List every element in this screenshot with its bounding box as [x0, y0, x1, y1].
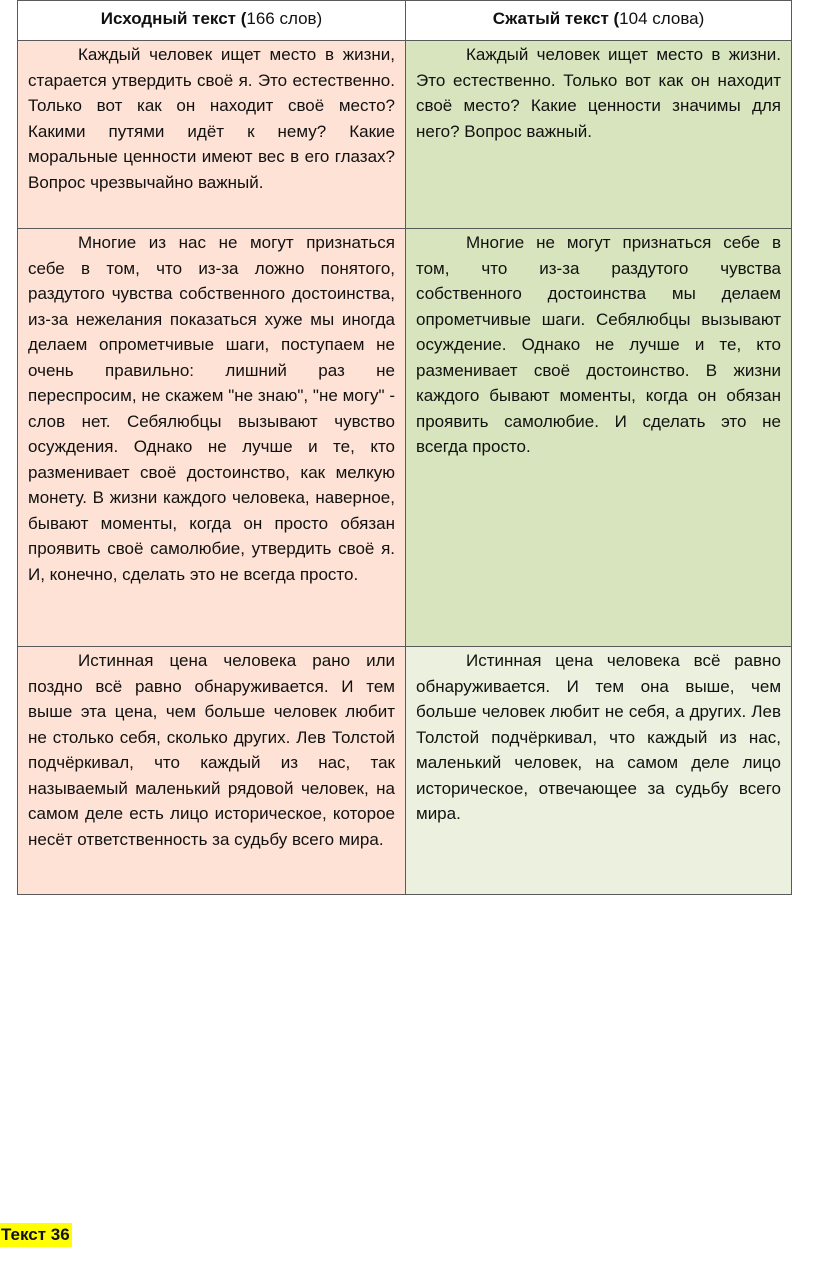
table-row: [18, 229, 792, 647]
table-row: [18, 41, 792, 229]
original-cell: [18, 229, 406, 647]
compressed-cell: [406, 229, 792, 647]
compressed-cell: [406, 41, 792, 229]
compressed-paragraph: Истинная цена человека всё равно обнаруживается. И тем она выше, чем больше человек любит не себя, а других. Лев Толстой подчёркивал, что каждый из нас, маленький человек, на самом деле лицо историческое, отвечающее за судьбу всего мира.: [416, 651, 781, 823]
header-row: [18, 1, 792, 41]
compressed-cell: [406, 647, 792, 895]
header-original-count: 166 слов): [246, 9, 323, 28]
compressed-paragraph: Многие не могут признаться себе в том, что из-за раздутого чувства собственного достоинства мы делаем опрометчивые шаги. Себялюбцы вызывают осуждение. Однако не лучше и те, кто разменивает своё достоинство. В жизни каждого бывают моменты, когда он обязан проявить самолюбие. И сделать это не всегда просто.: [416, 233, 781, 456]
table-row: [18, 647, 792, 895]
text-number-label: Текст 36: [0, 1223, 72, 1247]
original-cell: [18, 647, 406, 895]
original-paragraph: Истинная цена человека рано или поздно всё равно обнаруживается. И тем выше эта цена, чем больше человек любит не столько себя, сколько других. Лев Толстой подчёркивал, что каждый из нас, так называемый маленький рядовой человек, на самом деле есть лицо историческое, которое несёт ответственность за судьбу всего мира.: [28, 651, 395, 849]
header-original-bold: Исходный текст (: [100, 9, 247, 28]
original-cell: [18, 41, 406, 229]
compressed-paragraph: Каждый человек ищет место в жизни. Это естественно. Только вот как он находит своё место? Какие ценности значимы для него? Вопрос важный.: [416, 45, 781, 141]
header-compressed-count: 104 слова): [619, 9, 705, 28]
header-original: [18, 1, 406, 41]
header-compressed-bold: Сжатый текст (: [492, 9, 620, 28]
original-paragraph: Многие из нас не могут признаться себе в том, что из-за ложно понятого, раздутого чувства собственного достоинства, из-за нежелания показаться хуже мы иногда делаем опрометчивые шаги, поступаем не очень правильно: лишний раз не переспросим, не скажем "не знаю", "не могу" - слов нет. Себялюбцы вызывают чувство осуждения. Однако не лучше и те, кто разменивает своё достоинство, как мелкую монету. В жизни каждого человека, наверное, бывают моменты, когда он просто обязан проявить своё самолюбие, утвердить своё я. И, конечно, сделать это не всегда просто.: [28, 233, 395, 584]
header-compressed: [406, 1, 792, 41]
original-paragraph: Каждый человек ищет место в жизни, старается утвердить своё я. Это естественно. Только вот как он находит своё место? Какими путями идёт к нему? Какие моральные ценности имеют вес в его глазах? Вопрос чрезвычайно важный.: [28, 45, 395, 192]
comparison-table: [17, 0, 792, 895]
